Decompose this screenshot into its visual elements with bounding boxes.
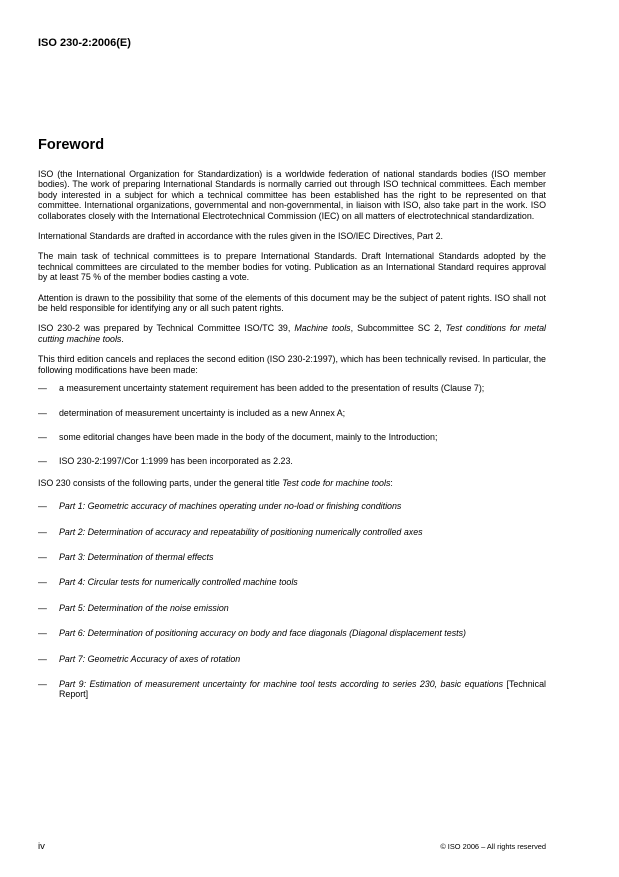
prepared-by-end: .: [121, 333, 124, 344]
page-number: iv: [38, 841, 45, 852]
part-item: [38, 552, 546, 562]
list-item-text: determination of measurement uncertainty is included as a new Annex A;: [59, 407, 346, 418]
paragraph-iso-intro: ISO (the International Organization for Standardization) is a worldwide federation of national standards bodies (ISO member bodies). The work of preparing International Standards is normally carried out through ISO technical committees. Each member body interested in a subject for which a technical committee has been established has the right to be represented on that committee. International organizations, governmental and non-governmental, in liaison with ISO, also take part in the work. ISO collaborates closely with the International Electrotechnical Commission (IEC) on all matters of electrotechnical standardization.: [38, 169, 546, 221]
list-dash: —: [38, 577, 47, 588]
part-item: [38, 603, 546, 613]
paragraph-prepared-by: [38, 323, 546, 344]
document-id: ISO 230-2:2006(E): [38, 37, 131, 49]
list-dash: —: [38, 407, 47, 418]
list-item: [38, 408, 546, 418]
list-dash: —: [38, 431, 47, 442]
part-title: Part 1: Geometric accuracy of machines operating under no-load or finishing conditions: [59, 501, 402, 512]
part-title: Part 3: Determination of thermal effects: [59, 551, 214, 562]
list-dash: —: [38, 653, 47, 664]
general-title: Test code for machine tools: [282, 477, 391, 488]
list-item-text: some editorial changes have been made in the body of the document, mainly to the Introduction;: [59, 431, 438, 442]
list-dash: —: [38, 602, 47, 613]
list-item-text: a measurement uncertainty statement requirement has been added to the presentation of results (Clause 7);: [59, 383, 485, 394]
parts-intro-end: :: [390, 477, 393, 488]
paragraph-edition: This third edition cancels and replaces the second edition (ISO 230-2:1997), which has been technically revised. In particular, the following modifications have been made:: [38, 354, 546, 375]
list-item: [38, 432, 546, 442]
list-item: [38, 456, 546, 466]
list-dash: —: [38, 526, 47, 537]
part-title: Part 9: Estimation of measurement uncertainty for machine tool tests according to series 230, basic equations: [59, 678, 504, 689]
list-item-text: ISO 230-2:1997/Cor 1:1999 has been incorporated as 2.23.: [59, 456, 293, 467]
list-dash: —: [38, 628, 47, 639]
prepared-by-text: ISO 230-2 was prepared by Technical Committee ISO/TC 39,: [38, 323, 295, 334]
part-item: [38, 501, 546, 511]
paragraph-directives: International Standards are drafted in accordance with the rules given in the ISO/IEC Directives, Part 2.: [38, 231, 444, 242]
list-dash: —: [38, 383, 47, 394]
paragraph-main-task: The main task of technical committees is to prepare International Standards. Draft International Standards adopted by the technical committees are circulated to the member bodies for voting. Publication as an International Standard requires approval by at least 75 % of the member bodies casting a vote.: [38, 251, 546, 283]
part-title: Part 7: Geometric Accuracy of axes of rotation: [59, 653, 241, 664]
list-dash: —: [38, 551, 47, 562]
subcommittee-title: Test conditions for metal cutting machine tools: [38, 323, 546, 344]
list-item: [38, 383, 546, 393]
part-title: Part 6: Determination of positioning accuracy on body and face diagonals (Diagonal displacement tests): [59, 628, 467, 639]
page-title: Foreword: [38, 137, 105, 153]
part-title: Part 5: Determination of the noise emission: [59, 602, 229, 613]
list-dash: —: [38, 678, 47, 689]
foreword-body: [38, 169, 546, 715]
part-title: Part 4: Circular tests for numerically controlled machine tools: [59, 577, 298, 588]
part-note: [Technical Report]: [59, 678, 546, 700]
list-dash: —: [38, 456, 47, 467]
part-item: [38, 679, 546, 700]
part-item: [38, 654, 546, 664]
part-item: [38, 577, 546, 587]
prepared-by-text-2: , Subcommittee SC 2,: [350, 323, 446, 334]
part-item: [38, 527, 546, 537]
paragraph-parts-intro: [38, 478, 546, 488]
parts-intro-text: ISO 230 consists of the following parts, under the general title: [38, 477, 283, 488]
part-item: [38, 628, 546, 638]
committee-title: Machine tools: [294, 323, 351, 334]
part-title: Part 2: Determination of accuracy and repeatability of positioning numerically controlled axes: [59, 526, 423, 537]
paragraph-patent: Attention is drawn to the possibility that some of the elements of this document may be the subject of patent rights. ISO shall not be held responsible for identifying any or all such patent rights.: [38, 292, 546, 314]
list-dash: —: [38, 501, 47, 512]
copyright-notice: © ISO 2006 – All rights reserved: [440, 842, 546, 851]
